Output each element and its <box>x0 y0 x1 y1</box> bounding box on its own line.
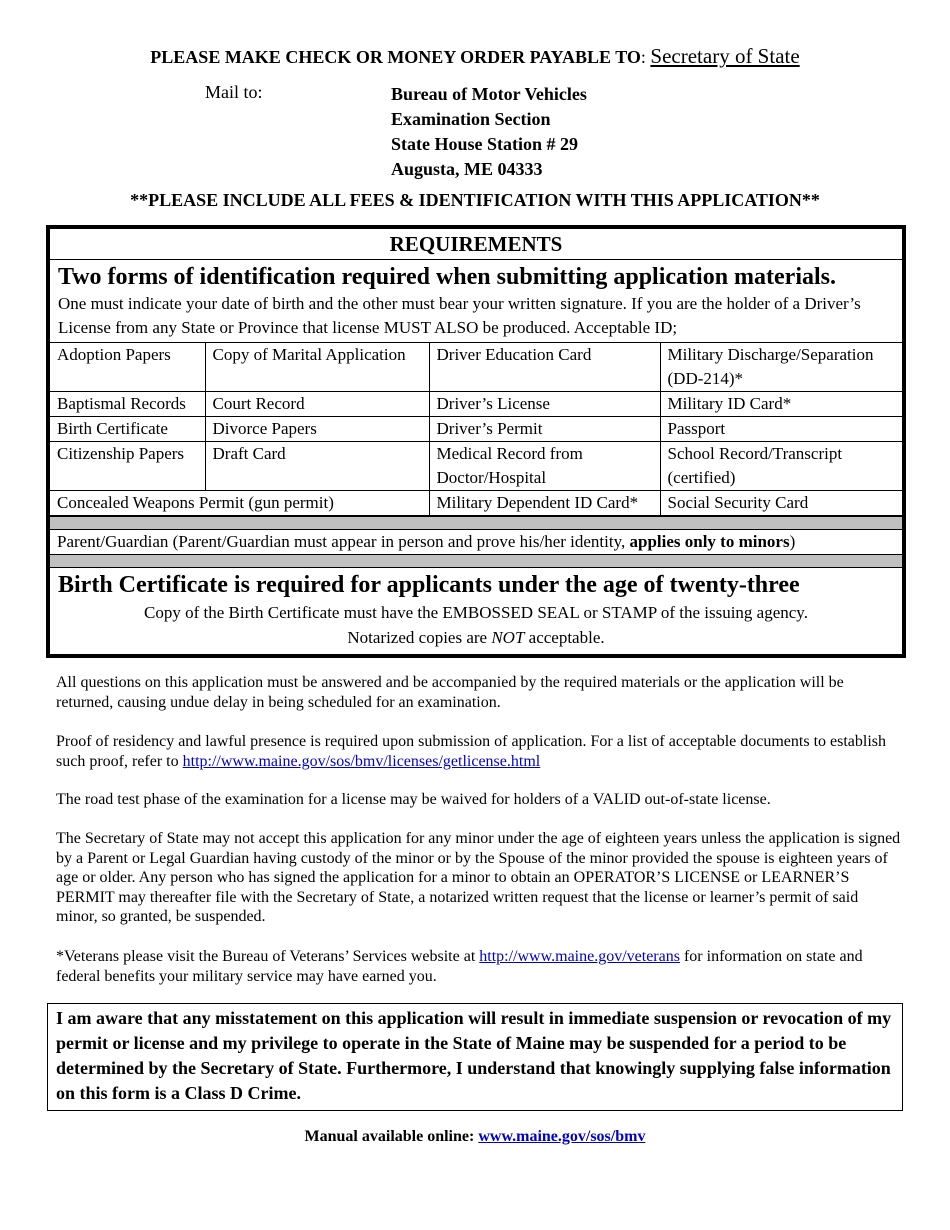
id-cell: Driver’s Permit <box>429 417 660 442</box>
paragraph-veterans <box>56 947 902 986</box>
grey-divider <box>50 516 902 530</box>
id-cell: Citizenship Papers <box>50 442 205 491</box>
veterans-end: for information on state and federal benefits your military service may have earned you. <box>56 948 863 985</box>
requirements-title: REQUIREMENTS <box>50 229 902 260</box>
table-row <box>50 343 902 392</box>
id-cell: Military Dependent ID Card* <box>429 491 660 516</box>
id-requirement-intro: One must indicate your date of birth and the other must bear your written signature. If you are the holder of a Driver’s License from any State or Province that license MUST ALSO be produced. Acceptable ID; <box>58 294 861 337</box>
paragraph-minor: The Secretary of State may not accept this application for any minor under the age of eighteen years unless the application is signed by a Parent or Legal Guardian having custody of the minor or by the Spouse of the minor provided the spouse is eighteen years of age or older. Any person who has signed the application for a minor to obtain an OPERATOR’S LICENSE or LEARNER’S PERMIT may thereafter file with the Secretary of State, a notarized written request that the license or learner’s permit of said minor, so granted, be suspended. <box>56 830 901 925</box>
id-requirement-heading: Two forms of identification required when submitting application materials. <box>58 264 837 290</box>
parent-bold: applies only to minors <box>629 532 790 551</box>
payable-separator: : <box>640 47 651 67</box>
parent-end: ) <box>789 532 796 551</box>
birth-note-not: NOT <box>491 628 525 647</box>
paragraph-residency <box>56 732 902 771</box>
id-cell: Draft Card <box>205 442 429 491</box>
birth-note-line <box>50 625 902 650</box>
address-line: State House Station # 29 <box>391 134 579 154</box>
mailing-address <box>391 82 587 182</box>
id-cell: Military ID Card* <box>660 392 902 417</box>
id-cell: Adoption Papers <box>50 343 205 392</box>
manual-link[interactable]: www.maine.gov/sos/bmv <box>478 1128 646 1145</box>
paragraph-road-test: The road test phase of the examination for a license may be waived for holders of a VALID out-of-state license. <box>56 791 771 808</box>
include-notice: **PLEASE INCLUDE ALL FEES & IDENTIFICATION WITH THIS APPLICATION** <box>130 190 820 210</box>
birth-certificate-heading: Birth Certificate is required for applicants under the age of twenty-three <box>58 572 800 598</box>
awareness-statement: I am aware that any misstatement on this application will result in immediate suspension or revocation of my permit or license and my privilege to operate in the State of Maine may be suspended for a period to be determined by the Secretary of State. Furthermore, I understand that knowingly supplying false information on this form is a Class D Crime. <box>47 1003 903 1111</box>
mail-to-label: Mail to: <box>205 82 263 102</box>
table-row <box>50 491 902 516</box>
id-cell: Driver Education Card <box>429 343 660 392</box>
table-row <box>50 442 902 491</box>
address-line: Bureau of Motor Vehicles <box>391 84 587 104</box>
birth-certificate-note <box>50 600 902 654</box>
id-cell: Passport <box>660 417 902 442</box>
id-cell: Concealed Weapons Permit (gun permit) <box>50 491 429 516</box>
residency-link[interactable]: http://www.maine.gov/sos/bmv/licenses/getlicense.html <box>182 752 541 770</box>
id-cell: Driver’s License <box>429 392 660 417</box>
table-row <box>50 392 902 417</box>
residency-text: Proof of residency and lawful presence is required upon submission of application. For a list of acceptable documents to establish such proof, refer to <box>56 733 887 770</box>
birth-note-a: Notarized copies are <box>347 628 492 647</box>
address-line: Examination Section <box>391 109 551 129</box>
id-cell: Copy of Marital Application <box>205 343 429 392</box>
id-cell: Divorce Papers <box>205 417 429 442</box>
manual-label: Manual available online: <box>304 1128 479 1145</box>
payable-label: PLEASE MAKE CHECK OR MONEY ORDER PAYABLE TO <box>150 47 641 67</box>
id-cell: School Record/Transcript (certified) <box>660 442 902 491</box>
address-line: Augusta, ME 04333 <box>391 159 543 179</box>
id-cell: Birth Certificate <box>50 417 205 442</box>
manual-line <box>0 1128 950 1146</box>
birth-note-line: Copy of the Birth Certificate must have the EMBOSSED SEAL or STAMP of the issuing agency. <box>144 603 808 622</box>
id-cell: Court Record <box>205 392 429 417</box>
id-cell: Social Security Card <box>660 491 902 516</box>
id-cell: Military Discharge/Separation (DD-214)* <box>660 343 902 392</box>
birth-note-c: acceptable. <box>524 628 605 647</box>
id-cell: Baptismal Records <box>50 392 205 417</box>
grey-divider <box>50 554 902 568</box>
veterans-text: *Veterans please visit the Bureau of Veterans’ Services website at <box>56 948 480 965</box>
id-cell: Medical Record from Doctor/Hospital <box>429 442 660 491</box>
payable-line <box>0 44 950 69</box>
acceptable-id-table <box>50 342 902 516</box>
requirements-box <box>46 225 906 658</box>
payee-name: Secretary of State <box>650 44 800 68</box>
paragraph-questions: All questions on this application must be answered and be accompanied by the required materials or the application will be returned, causing undue delay in being scheduled for an examination. <box>56 674 844 711</box>
table-row <box>50 417 902 442</box>
parent-guardian-note <box>50 530 902 554</box>
veterans-link[interactable]: http://www.maine.gov/veterans <box>479 948 680 965</box>
parent-text: Parent/Guardian (Parent/Guardian must appear in person and prove his/her identity, <box>57 532 630 551</box>
